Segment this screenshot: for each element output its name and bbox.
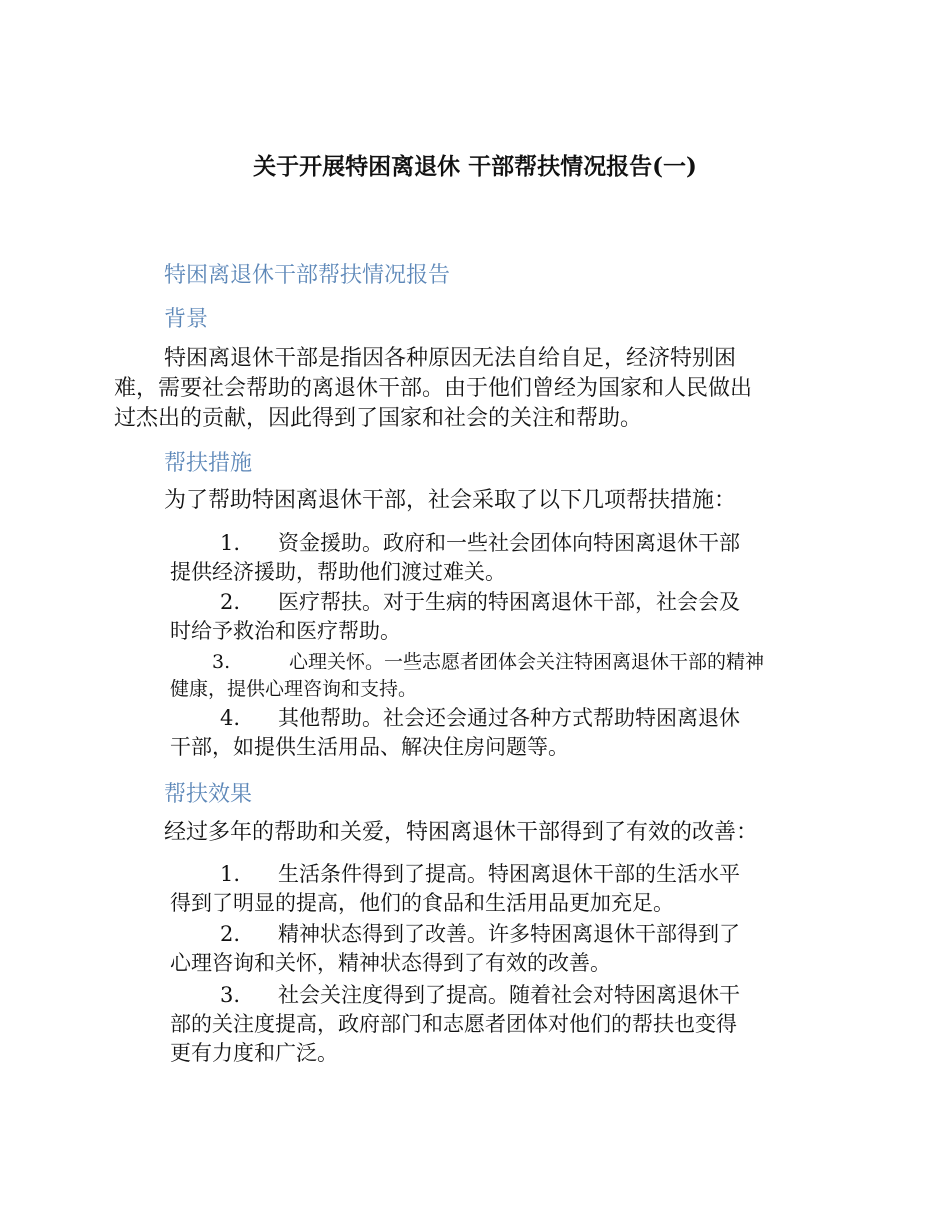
report-heading: 特困离退休干部帮扶情况报告 [164,263,451,288]
item-text: 得到了明显的提高，他们的食品和生活用品更加充足。 [170,891,674,915]
measures-intro: 为了帮助特困离退休干部，社会采取了以下几项帮扶措施： [164,488,737,513]
item-text: 心理关怀。一些志愿者团体会关注特困离退休干部的精神 [289,651,765,673]
item-text: 时给予救治和医疗帮助。 [170,619,401,643]
background-line: 难，需要社会帮助的离退休干部。由于他们曾经为国家和人民做出 [114,376,753,401]
measure-item [170,704,740,762]
effects-intro: 经过多年的帮助和关爱，特困离退休干部得到了有效的改善： [164,820,759,845]
item-text: 健康，提供心理咨询和支持。 [170,678,418,700]
measure-item [170,588,740,646]
document-title: 关于开展特困离退休 干部帮扶情况报告(一) [253,153,697,180]
effect-item [170,920,740,978]
item-number: 3. [220,983,241,1007]
item-text: 心理咨询和关怀，精神状态得到了有效的改善。 [170,951,611,975]
item-number: 2. [220,922,241,946]
item-number: 1. [220,862,241,886]
measure-item [170,649,764,703]
item-text: 资金援助。政府和一些社会团体向特困离退休干部 [278,531,740,555]
item-text: 干部，如提供生活用品、解决住房问题等。 [170,735,569,759]
measures-heading: 帮扶措施 [164,451,253,476]
item-number: 2. [220,590,241,614]
effect-item [170,981,740,1068]
item-text: 精神状态得到了改善。许多特困离退休干部得到了 [278,922,740,946]
item-text: 部的关注度提高，政府部门和志愿者团体对他们的帮扶也变得 [170,1012,737,1036]
effects-heading: 帮扶效果 [164,782,253,807]
background-line: 特困离退休干部是指因各种原因无法自给自足，经济特别困 [164,346,737,371]
item-text: 生活条件得到了提高。特困离退休干部的生活水平 [278,862,740,886]
item-number: 4. [220,706,241,730]
item-text: 提供经济援助，帮助他们渡过难关。 [170,560,506,584]
item-number: 3. [212,651,231,673]
item-text: 其他帮助。社会还会通过各种方式帮助特困离退休 [278,706,740,730]
background-paragraph [114,344,752,434]
background-line: 过杰出的贡献，因此得到了国家和社会的关注和帮助。 [114,406,643,431]
item-text: 社会关注度得到了提高。随着社会对特困离退休干 [278,983,740,1007]
item-text: 医疗帮扶。对于生病的特困离退休干部，社会会及 [278,590,740,614]
measure-item [170,529,740,587]
effect-item [170,860,740,918]
background-heading: 背景 [164,307,209,332]
item-number: 1. [220,531,241,555]
item-text: 更有力度和广泛。 [170,1041,338,1065]
